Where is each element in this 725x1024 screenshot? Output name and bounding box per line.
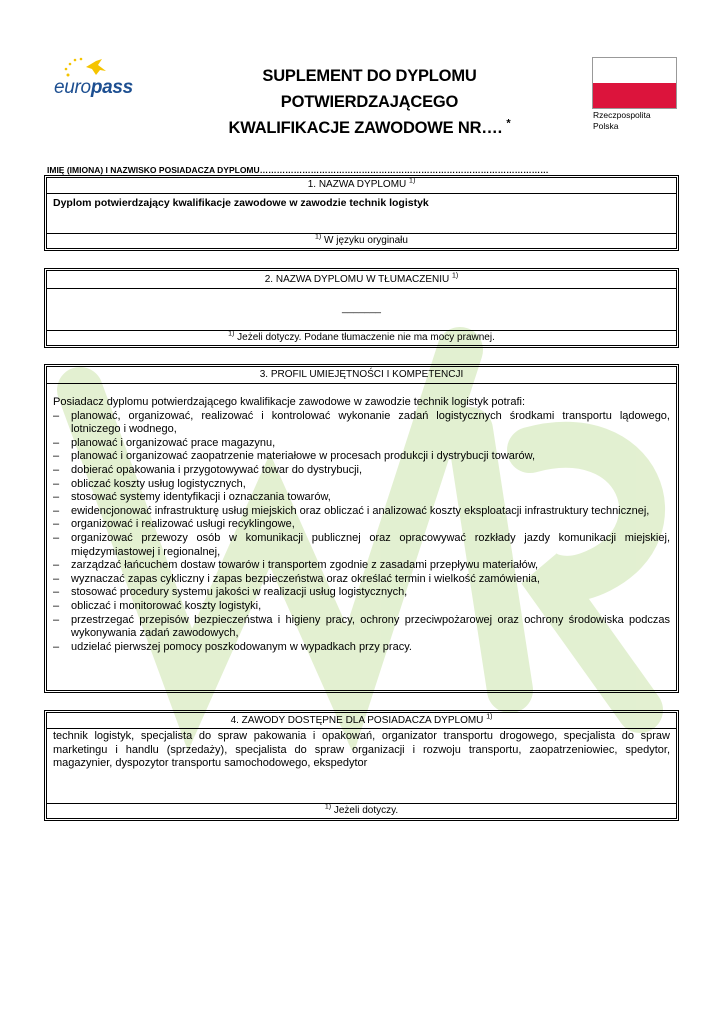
section-3-body <box>47 384 676 657</box>
section-2-text: _______ <box>342 303 381 314</box>
section-1-heading <box>47 178 676 194</box>
europass-logo <box>50 57 145 107</box>
skill-item: – obliczać koszty usług logistycznych, <box>53 478 670 492</box>
document-title <box>172 63 567 141</box>
polish-flag <box>592 57 677 109</box>
logo-text-pass: pass <box>90 77 133 98</box>
skill-item: – obliczać i monitorować koszty logistyki, <box>53 600 670 614</box>
section-4-heading-text: 4. ZAWODY DOSTĘPNE DLA POSIADACZA DYPLOMU <box>230 715 484 726</box>
section-2-heading-text: 2. NAZWA DYPLOMU W TŁUMACZENIU <box>264 274 450 285</box>
section-3-box <box>46 366 677 691</box>
skill-item: – wyznaczać zapas cykliczny i zapas bezpieczeństwa oraz określać termin i wielkość zamówienia, <box>53 573 670 587</box>
section-1-heading-text: 1. NAZWA DYPLOMU <box>307 179 407 190</box>
section-4-footnote-text: Jeżeli dotyczy. <box>333 805 399 816</box>
skill-item: – planować i organizować zaopatrzenie materiałowe w procesach produkcji i dystrybucji towarów, <box>53 450 670 464</box>
section-1-footnote-sup: 1) <box>315 233 322 241</box>
section-3-intro: Posiadacz dyplomu potwierdzającego kwalifikacje zawodowe w zawodzie technik logistyk potrafi: <box>53 396 526 408</box>
section-4-heading-sup: 1) <box>486 713 493 721</box>
title-line-1: SUPLEMENT DO DYPLOMU POTWIERDZAJĄCEGO <box>262 67 477 111</box>
section-4-footnote-sup: 1) <box>324 803 332 811</box>
section-4-heading <box>47 713 676 729</box>
flag-caption-line-1: Rzeczpospolita <box>593 110 651 120</box>
title-star: * <box>506 117 511 130</box>
skill-item: – planować i organizować prace magazynu, <box>53 437 670 451</box>
skill-item: – stosować systemy identyfikacji i oznaczania towarów, <box>53 491 670 505</box>
section-1-footnote-text: W języku oryginału <box>324 235 408 246</box>
section-3-heading: 3. PROFIL UMIEJĘTNOŚCI I KOMPETENCJI <box>47 367 676 384</box>
skill-item: – organizować i realizować usługi recyklingowe, <box>53 518 670 532</box>
section-1-text: Dyplom potwierdzający kwalifikacje zawodowe w zawodzie technik logistyk <box>53 197 429 209</box>
skill-item: – stosować procedury systemu jakości w realizacji usług logistycznych, <box>53 586 670 600</box>
section-2-footnote <box>47 330 676 345</box>
flag-caption-line-2: Polska <box>593 121 619 131</box>
flag-caption <box>593 110 651 132</box>
section-1-box <box>46 177 677 249</box>
skill-item: – przestrzegać przepisów bezpieczeństwa i higieny pracy, ochrony przeciwpożarowej oraz ochrony środowiska podczas wykonywania zadań zawodowych, <box>53 614 670 641</box>
skill-item: – dobierać opakowania i przygotowywać towar do dystrybucji, <box>53 464 670 478</box>
skill-item: – planować, organizować, realizować i kontrolować wykonanie zadań logistycznych środkami transportu lądowego, lotniczego i wodnego, <box>53 410 670 437</box>
skill-item: – organizować przewozy osób w komunikacji publicznej oraz opracowywać rozkłady jazdy komunikacji miejskiej, międzymiastowej i regionalnej, <box>53 532 670 559</box>
skills-list <box>53 410 670 655</box>
holder-name-label: IMIĘ (IMIONA) I NAZWISKO POSIADACZA DYPLOMU………………………………………………………………………………………… <box>47 165 549 175</box>
title-line-2: KWALIFIKACJE ZAWODOWE NR…. <box>228 119 502 137</box>
section-4-footnote <box>47 803 676 818</box>
skill-item: – udzielać pierwszej pomocy poszkodowanym w wypadkach przy pracy. <box>53 641 670 655</box>
skill-item: – zarządzać łańcuchem dostaw towarów i transportem zgodnie z zasadami przepływu materiałów, <box>53 559 670 573</box>
section-4-box <box>46 712 677 819</box>
section-1-heading-sup: 1) <box>409 177 416 185</box>
section-2-heading-sup: 1) <box>452 272 459 280</box>
section-2-footnote-sup: 1) <box>228 330 235 338</box>
logo-text-euro: euro <box>54 77 91 98</box>
section-4-text: technik logistyk, specjalista do spraw pakowania i opakowań, organizator transportu drogowego, specjalista do spraw marketingu i handlu (sprzedaży), specjalista do spraw organizacji i rozwoju transportu, zaopatrzeniowiec, spedytor, magazynier, dyspozytor transportu samochodowego, ekspedytor <box>53 730 670 770</box>
skill-item: – ewidencjonować infrastrukturę usług miejskich oraz obliczać i analizować koszty eksploatacji infrastruktury technicznej, <box>53 505 670 519</box>
section-2-heading <box>47 271 676 289</box>
section-2-box <box>46 270 677 346</box>
section-2-footnote-text: Jeżeli dotyczy. Podane tłumaczenie nie ma mocy prawnej. <box>237 332 495 343</box>
section-1-footnote <box>47 233 676 248</box>
